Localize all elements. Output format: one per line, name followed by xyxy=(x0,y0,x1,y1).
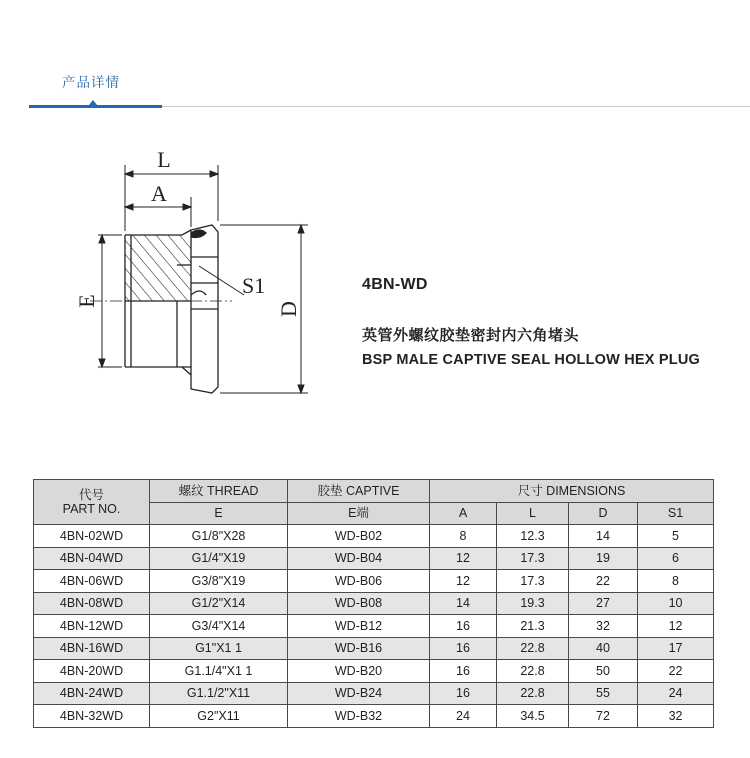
header-part-no xyxy=(34,480,150,525)
cell-d: 22 xyxy=(569,570,638,593)
cell-l: 17.3 xyxy=(497,570,569,593)
cell-captive: WD-B32 xyxy=(288,705,430,728)
cell-d: 72 xyxy=(569,705,638,728)
table-row xyxy=(34,682,714,705)
table-row xyxy=(34,592,714,615)
technical-drawing xyxy=(60,135,350,405)
cell-d: 55 xyxy=(569,682,638,705)
label-E: E xyxy=(74,294,99,308)
cell-thread: G3/4"X14 xyxy=(150,615,288,638)
cell-s1: 24 xyxy=(638,682,714,705)
tab-bar xyxy=(0,0,750,112)
cell-a: 12 xyxy=(430,547,497,570)
cell-captive: WD-B24 xyxy=(288,682,430,705)
header-col-s1: S1 xyxy=(638,502,714,525)
table-row xyxy=(34,637,714,660)
cell-part: 4BN-32WD xyxy=(34,705,150,728)
spec-table xyxy=(33,479,714,728)
cell-part: 4BN-08WD xyxy=(34,592,150,615)
cell-d: 50 xyxy=(569,660,638,683)
cell-a: 12 xyxy=(430,570,497,593)
cell-a: 24 xyxy=(430,705,497,728)
cell-thread: G2"X11 xyxy=(150,705,288,728)
header-col-a: A xyxy=(430,502,497,525)
cell-part: 4BN-24WD xyxy=(34,682,150,705)
cell-thread: G1/8"X28 xyxy=(150,525,288,548)
cell-thread: G1/4"X19 xyxy=(150,547,288,570)
cell-part: 4BN-12WD xyxy=(34,615,150,638)
cell-part: 4BN-06WD xyxy=(34,570,150,593)
tab-active-underline xyxy=(29,105,162,108)
header-captive: 胶垫 CAPTIVE xyxy=(288,480,430,503)
cell-thread: G3/8"X19 xyxy=(150,570,288,593)
table-row xyxy=(34,547,714,570)
cell-thread: G1"X1 1 xyxy=(150,637,288,660)
cell-l: 22.8 xyxy=(497,660,569,683)
header-part-en: PART NO. xyxy=(62,502,121,516)
cell-d: 14 xyxy=(569,525,638,548)
cell-captive: WD-B02 xyxy=(288,525,430,548)
cell-part: 4BN-02WD xyxy=(34,525,150,548)
table-row xyxy=(34,615,714,638)
cell-captive: WD-B16 xyxy=(288,637,430,660)
product-model: 4BN-WD xyxy=(362,276,428,293)
label-S1: S1 xyxy=(242,273,266,298)
cell-s1: 17 xyxy=(638,637,714,660)
cell-a: 14 xyxy=(430,592,497,615)
header-thread-sub: E xyxy=(150,502,288,525)
cell-s1: 5 xyxy=(638,525,714,548)
header-captive-sub: E端 xyxy=(288,502,430,525)
table-row xyxy=(34,705,714,728)
cell-l: 19.3 xyxy=(497,592,569,615)
cell-thread: G1/2"X14 xyxy=(150,592,288,615)
header-dimensions: 尺寸 DIMENSIONS xyxy=(430,480,714,503)
cell-a: 16 xyxy=(430,682,497,705)
cell-part: 4BN-16WD xyxy=(34,637,150,660)
header-thread: 螺纹 THREAD xyxy=(150,480,288,503)
plug-outline xyxy=(90,225,232,393)
tab-active-caret xyxy=(89,100,97,105)
cell-captive: WD-B12 xyxy=(288,615,430,638)
cell-l: 34.5 xyxy=(497,705,569,728)
table-row xyxy=(34,525,714,548)
product-title-en: BSP MALE CAPTIVE SEAL HOLLOW HEX PLUG xyxy=(362,352,700,368)
cell-l: 21.3 xyxy=(497,615,569,638)
cell-s1: 12 xyxy=(638,615,714,638)
cell-s1: 8 xyxy=(638,570,714,593)
label-A: A xyxy=(151,181,167,206)
cell-l: 22.8 xyxy=(497,682,569,705)
cell-a: 16 xyxy=(430,637,497,660)
cell-captive: WD-B08 xyxy=(288,592,430,615)
cell-s1: 32 xyxy=(638,705,714,728)
spec-table-body xyxy=(34,525,714,728)
cell-s1: 10 xyxy=(638,592,714,615)
cell-a: 16 xyxy=(430,615,497,638)
cell-s1: 22 xyxy=(638,660,714,683)
header-col-l: L xyxy=(497,502,569,525)
product-title-cn: 英管外螺纹胶垫密封内六角堵头 xyxy=(362,327,580,344)
cell-a: 16 xyxy=(430,660,497,683)
label-L: L xyxy=(157,147,171,172)
header-part-cn: 代号 xyxy=(78,488,104,502)
cell-l: 22.8 xyxy=(497,637,569,660)
cell-s1: 6 xyxy=(638,547,714,570)
cell-d: 27 xyxy=(569,592,638,615)
cell-captive: WD-B20 xyxy=(288,660,430,683)
header-col-d: D xyxy=(569,502,638,525)
cell-l: 17.3 xyxy=(497,547,569,570)
cell-d: 40 xyxy=(569,637,638,660)
cell-part: 4BN-04WD xyxy=(34,547,150,570)
label-D: D xyxy=(276,301,301,317)
cell-l: 12.3 xyxy=(497,525,569,548)
tab-product-details[interactable]: 产品详情 xyxy=(62,75,120,90)
cell-captive: WD-B06 xyxy=(288,570,430,593)
cell-thread: G1.1/4"X1 1 xyxy=(150,660,288,683)
cell-d: 19 xyxy=(569,547,638,570)
cell-part: 4BN-20WD xyxy=(34,660,150,683)
cell-captive: WD-B04 xyxy=(288,547,430,570)
cell-d: 32 xyxy=(569,615,638,638)
table-row xyxy=(34,570,714,593)
table-row xyxy=(34,660,714,683)
cell-a: 8 xyxy=(430,525,497,548)
cell-thread: G1.1/2"X11 xyxy=(150,682,288,705)
